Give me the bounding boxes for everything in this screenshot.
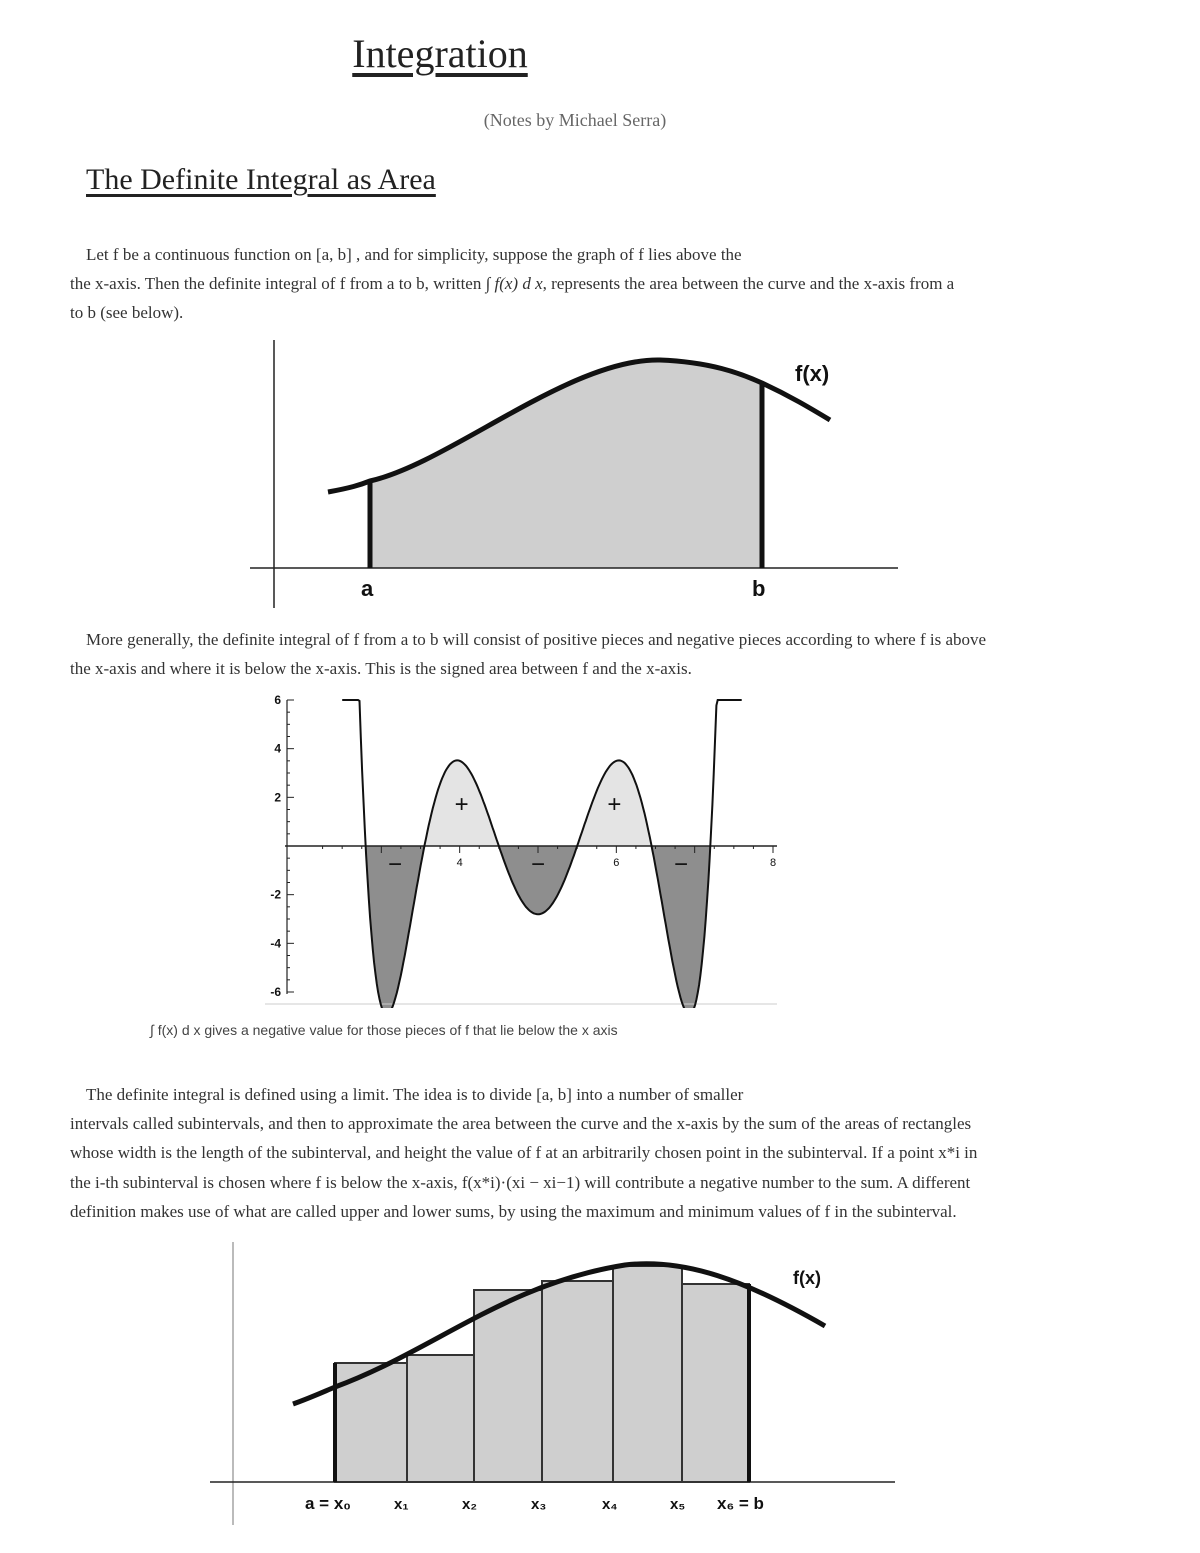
paragraph-3 <box>70 1080 1180 1226</box>
a-label: a <box>361 576 374 601</box>
label-x1: x₁ <box>394 1496 409 1513</box>
paragraph-1-line-2-after: , represents the area between the curve and the x-axis from a <box>542 274 955 294</box>
label-x5: x₅ <box>670 1496 686 1513</box>
paragraph-3-line-1: The definite integral is defined using a limit. The idea is to divide [a, b] into a number of smaller <box>86 1085 744 1104</box>
region-sign: + <box>607 791 622 818</box>
x-tick-label: 6 <box>613 857 620 869</box>
byline: (Notes by Michael Serra) <box>483 110 667 130</box>
paragraph-3-line-4: the i-th subinterval is chosen where f is below the x-axis, f(x*i)·(xi − xi−1) will contribute a negative number to the sum. A different <box>70 1172 971 1192</box>
label-a-x0: a = x₀ <box>305 1494 351 1513</box>
paragraph-1-line-2-before: the x-axis. Then the definite integral of f from a to b, written <box>70 274 482 294</box>
y-tick-label: 4 <box>274 741 281 756</box>
paragraph-3-line-2: intervals called subintervals, and then to approximate the area between the curve and the x-axis by the sum of the areas of rectangles <box>70 1114 972 1134</box>
caption: ∫ f(x) d x gives a negative value for those pieces of f that lie below the x axis <box>150 1022 618 1038</box>
paragraph-1-line-2 <box>70 269 1180 298</box>
rectangle-6 <box>682 1284 749 1482</box>
label-x4: x₄ <box>602 1496 618 1513</box>
label-x2: x₂ <box>462 1496 478 1513</box>
section-title: The Definite Integral as Area <box>86 163 436 196</box>
paragraph-1-line-3: to b (see below). <box>70 303 184 323</box>
b-label: b <box>752 576 766 601</box>
figure-area-under-curve <box>250 338 910 610</box>
curve-label: f(x) <box>795 361 830 386</box>
rectangle-5 <box>613 1266 682 1482</box>
integral-expression: ∫ f(x) d x <box>485 274 543 294</box>
region-sign: − <box>673 851 688 878</box>
paragraph-3-line-3: whose width is the length of the subinterval, and height the value of f at an arbitrarily chosen point in the subinterval. If a point x*i in <box>70 1143 978 1163</box>
paragraph-2 <box>70 625 1180 683</box>
paragraph-1-line-1: Let f be a continuous function on [a, b] , and for simplicity, suppose the graph of f lies above the <box>86 245 742 264</box>
region-sign: − <box>530 851 546 878</box>
page-title: Integration <box>352 31 528 76</box>
y-tick-label: -6 <box>270 985 281 999</box>
shaded-area <box>370 360 762 568</box>
paragraph-3-line-5: definition makes use of what are called upper and lower sums, by using the maximum and minimum values of f in the subinterval. <box>70 1201 957 1221</box>
region-sign: − <box>388 851 403 878</box>
y-tick-label: -4 <box>270 936 281 951</box>
y-tick-label: -2 <box>270 887 281 902</box>
curve-label: f(x) <box>793 1268 821 1288</box>
label-x6-b: x₆ = b <box>717 1494 764 1513</box>
chart-plot-group <box>265 700 777 1008</box>
paragraph-2-line-1: More generally, the definite integral of f from a to b will consist of positive pieces and negative pieces according to where f is above <box>86 630 987 649</box>
x-tick-label: 4 <box>456 857 463 869</box>
paragraph-1 <box>70 240 1180 328</box>
signed-area-chart <box>265 692 777 1008</box>
y-tick-label: 6 <box>274 693 281 707</box>
figure-riemann-sum <box>205 1240 905 1530</box>
region-sign: + <box>454 791 469 818</box>
rectangle-4 <box>542 1281 613 1482</box>
paragraph-2-line-2: the x-axis and where it is below the x-axis. This is the signed area between f and the x-axis. <box>70 659 692 679</box>
label-x3: x₃ <box>531 1496 547 1513</box>
y-tick-label: 2 <box>274 790 281 805</box>
rectangle-3 <box>474 1290 542 1482</box>
rectangle-2 <box>407 1355 474 1482</box>
x-tick-label: 8 <box>769 857 777 869</box>
